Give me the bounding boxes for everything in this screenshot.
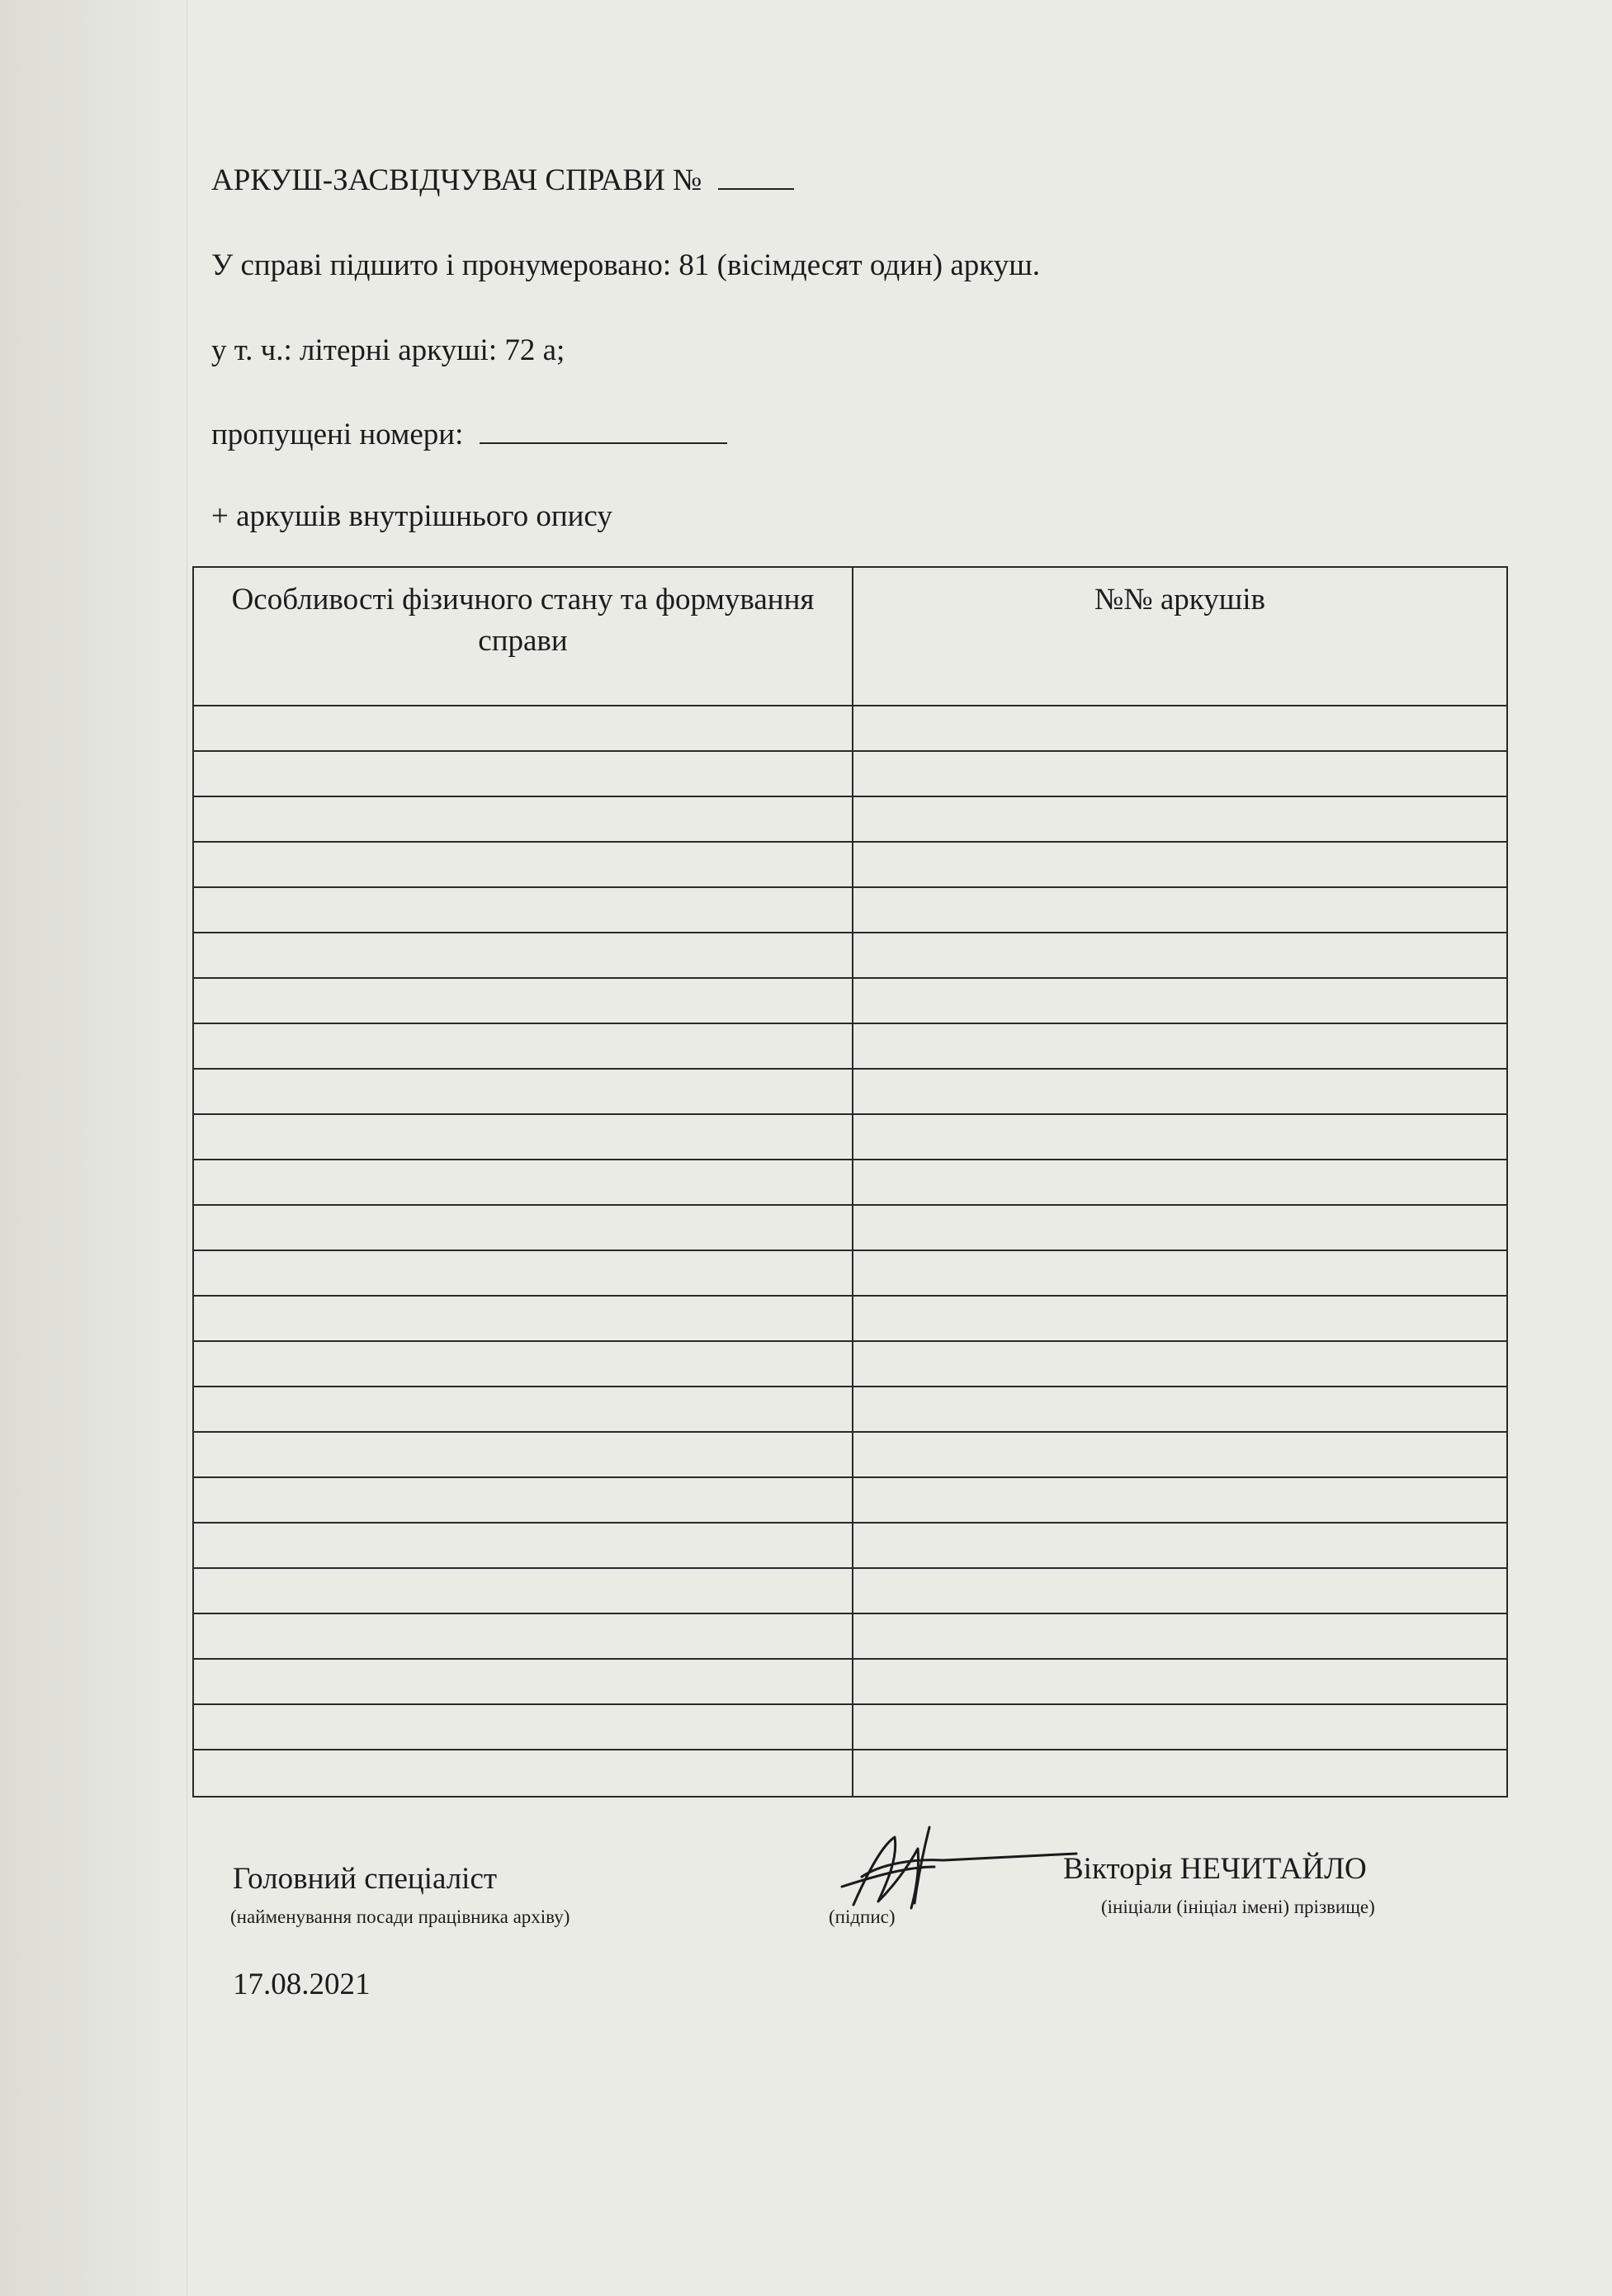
table-cell-sheet-numbers xyxy=(853,933,1506,979)
table-cell-condition xyxy=(194,1660,853,1705)
table-cell-sheet-numbers xyxy=(853,1115,1506,1160)
skipped-numbers-line xyxy=(211,419,727,450)
table-cell-sheet-numbers xyxy=(853,1024,1506,1070)
name-caption: (ініціали (ініціал імені) прізвище) xyxy=(1101,1897,1375,1917)
table-cell-condition xyxy=(194,1070,853,1115)
table-cell-condition xyxy=(194,1387,853,1433)
table-cell-sheet-numbers xyxy=(853,1387,1506,1433)
table-cell-condition xyxy=(194,1750,853,1796)
table-cell-condition xyxy=(194,1705,853,1750)
table-cell-condition xyxy=(194,933,853,979)
table-cell-sheet-numbers xyxy=(853,1297,1506,1342)
table-cell-sheet-numbers xyxy=(853,979,1506,1024)
table-cell-condition xyxy=(194,1206,853,1251)
table-cell-sheet-numbers xyxy=(853,1524,1506,1569)
table-cell-sheet-numbers xyxy=(853,1433,1506,1478)
case-number-blank xyxy=(718,187,794,190)
letter-pages-line: у т. ч.: літерні аркуші: 72 а; xyxy=(211,333,565,367)
table-cell-condition xyxy=(194,797,853,843)
table-cell-sheet-numbers xyxy=(853,1569,1506,1614)
table-cell-condition xyxy=(194,1569,853,1614)
table-cell-condition xyxy=(194,752,853,797)
document-date: 17.08.2021 xyxy=(233,1968,371,2001)
position-title: Головний спеціаліст xyxy=(233,1862,498,1896)
table-cell-sheet-numbers xyxy=(853,888,1506,933)
signature-caption: (підпис) xyxy=(829,1906,896,1927)
table-cell-sheet-numbers xyxy=(853,1206,1506,1251)
table-cell-condition xyxy=(194,1251,853,1297)
skipped-numbers-label: пропущені номери: xyxy=(211,418,464,451)
document-heading xyxy=(211,165,794,196)
table-cell-condition xyxy=(194,1524,853,1569)
page-edge xyxy=(0,0,187,2296)
table-cell-sheet-numbers xyxy=(853,1251,1506,1297)
table-cell-condition xyxy=(194,1342,853,1387)
table-header-sheet-numbers: №№ аркушів xyxy=(853,568,1506,706)
table-cell-condition xyxy=(194,843,853,888)
table-cell-sheet-numbers xyxy=(853,1614,1506,1660)
table-cell-condition xyxy=(194,1115,853,1160)
inventory-line: + аркушів внутрішнього опису xyxy=(211,499,612,533)
table-cell-condition xyxy=(194,888,853,933)
table-cell-sheet-numbers xyxy=(853,797,1506,843)
table-header-condition: Особливості фізичного стану та формування справи xyxy=(194,568,853,706)
condition-table xyxy=(192,566,1508,1798)
table-cell-sheet-numbers xyxy=(853,1342,1506,1387)
position-caption: (найменування посади працівника архіву) xyxy=(230,1906,570,1927)
table-cell-sheet-numbers xyxy=(853,1660,1506,1705)
table-cell-condition xyxy=(194,1160,853,1206)
table-cell-condition xyxy=(194,706,853,752)
table-cell-sheet-numbers xyxy=(853,1070,1506,1115)
sewn-pages-line: У справі підшито і пронумеровано: 81 (вісімдесят один) аркуш. xyxy=(211,248,1040,282)
table-cell-sheet-numbers xyxy=(853,843,1506,888)
heading-text: АРКУШ-ЗАСВІДЧУВАЧ СПРАВИ № xyxy=(211,163,702,197)
table-cell-condition xyxy=(194,1433,853,1478)
table-cell-sheet-numbers xyxy=(853,706,1506,752)
signature-image xyxy=(829,1807,1085,1923)
table-cell-condition xyxy=(194,1297,853,1342)
table-cell-sheet-numbers xyxy=(853,1478,1506,1524)
table-cell-condition xyxy=(194,979,853,1024)
table-cell-condition xyxy=(194,1024,853,1070)
table-cell-condition xyxy=(194,1478,853,1524)
signer-name: Вікторія НЕЧИТАЙЛО xyxy=(1063,1852,1367,1886)
table-cell-condition xyxy=(194,1614,853,1660)
table-cell-sheet-numbers xyxy=(853,1705,1506,1750)
table-cell-sheet-numbers xyxy=(853,1750,1506,1796)
table-cell-sheet-numbers xyxy=(853,1160,1506,1206)
skipped-numbers-blank xyxy=(480,442,727,444)
table-cell-sheet-numbers xyxy=(853,752,1506,797)
